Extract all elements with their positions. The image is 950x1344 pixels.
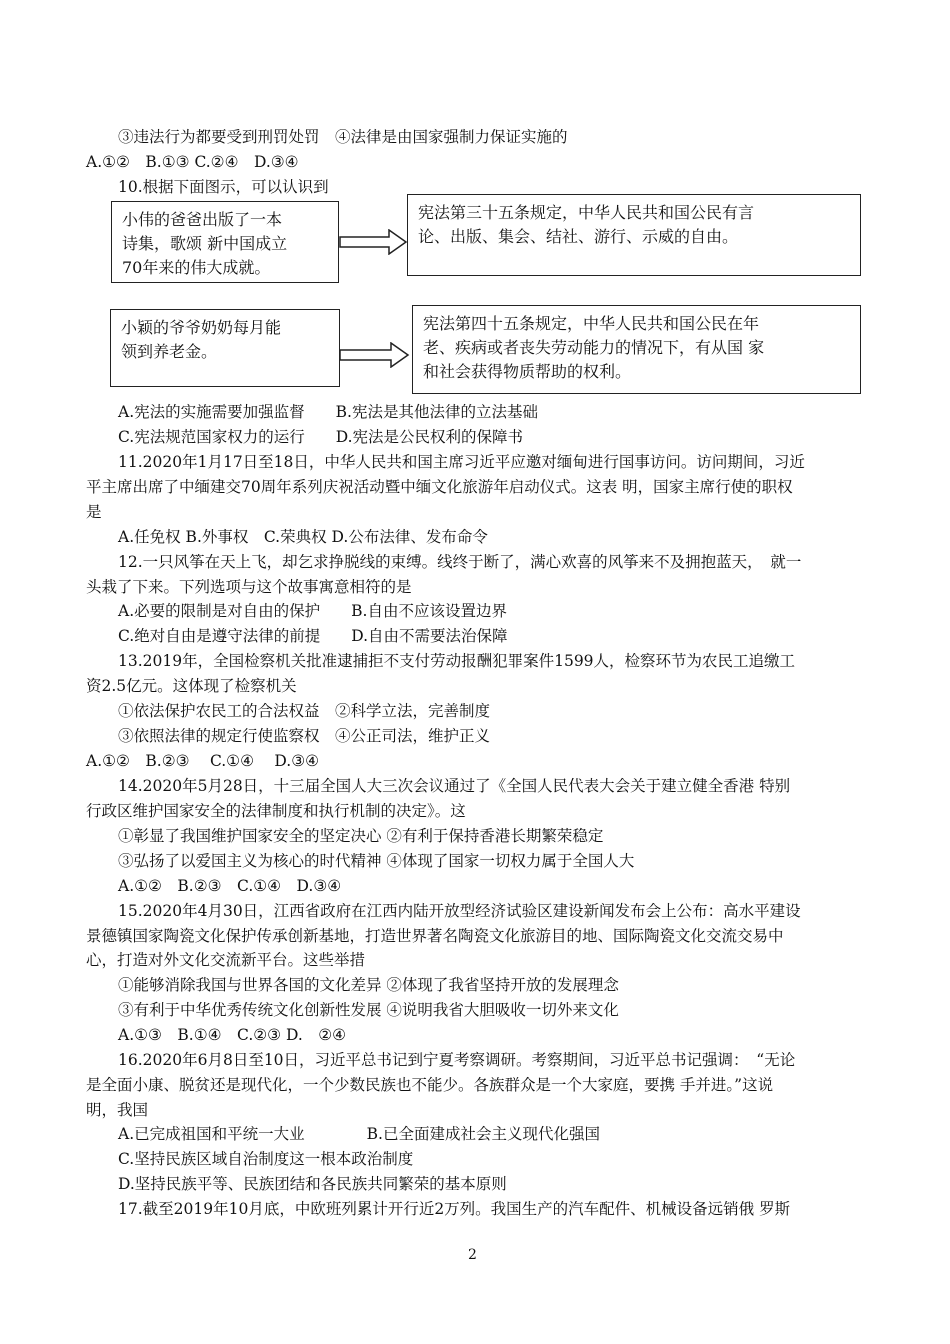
q10-case1-line2: 诗集，歌颂 新中国成立 <box>122 234 288 253</box>
q15-options-12: ①能够消除我国与世界各国的文化差异 ②体现了我省坚持开放的发展理念 <box>118 976 619 994</box>
q13-stem-line1: 13.2019年，全国检察机关批准逮捕拒不支付劳动报酬犯罪案件1599人，检察环节为农民工追缴工 <box>118 652 796 670</box>
q15-stem-line3: 心，打造对外文化交流新平台。这些举措 <box>86 951 366 969</box>
q16-stem-line2: 是全面小康、脱贫还是现代化，一个少数民族也不能少。各族群众是一个大家庭，要携 手并进。”这说 <box>86 1076 774 1094</box>
q12-stem-line2: 头栽了下来。下列选项与这个故事寓意相符的是 <box>86 578 412 596</box>
q10-law1-box <box>407 194 861 276</box>
q11-stem-line3: 是 <box>86 503 102 521</box>
q16-stem-line1: 16.2020年6月8日至10日，习近平总书记到宁夏考察调研。考察期间，习近平总书记强调： “无论 <box>118 1051 796 1069</box>
q11-stem-line1: 11.2020年1月17日至18日，中华人民共和国主席习近平应邀对缅甸进行国事访问。访问期间，习近 <box>118 453 805 471</box>
q10-law1-line1: 宪法第三十五条规定，中华人民共和国公民有言 <box>418 203 755 222</box>
q10-case2-line1: 小颖的爷爷奶奶每月能 <box>121 318 282 337</box>
q14-answers: A.①② B.②③ C.①④ D.③④ <box>118 877 342 895</box>
q13-answers: A.①② B.②③ C.①④ D.③④ <box>86 752 319 770</box>
q16-option-d: D.坚持民族平等、民族团结和各民族共同繁荣的基本原则 <box>118 1175 507 1193</box>
q14-options-34: ③弘扬了以爱国主义为核心的时代精神 ④体现了国家一切权力属于全国人大 <box>118 852 635 870</box>
q12-options-cd: C.绝对自由是遵守法律的前提 D.自由不需要法治保障 <box>118 627 508 645</box>
q16-options-ab: A.已完成祖国和平统一大业 B.已全面建成社会主义现代化强国 <box>118 1125 600 1143</box>
q13-options-34: ③依照法律的规定行使监察权 ④公正司法，维护正义 <box>118 727 491 745</box>
q10-law2-line1: 宪法第四十五条规定，中华人民共和国公民在年 <box>423 314 760 333</box>
q10-stem: 10.根据下面图示，可以认识到 <box>118 178 329 196</box>
q10-law2-line2: 老、疾病或者丧失劳动能力的情况下，有从国 家 <box>423 338 765 357</box>
q13-options-12: ①依法保护农民工的合法权益 ②科学立法，完善制度 <box>118 702 491 720</box>
q11-stem-line2: 平主席出席了中缅建交70周年系列庆祝活动暨中缅文化旅游年启动仪式。这表 明，国家主席行使的职权 <box>86 478 793 496</box>
q17-stem-line1: 17.截至2019年10月底，中欧班列累计开行近2万列。我国生产的汽车配件、机械设备远销俄 罗斯 <box>118 1200 791 1218</box>
q10-law2-line3: 和社会获得物质帮助的权利。 <box>423 362 632 381</box>
q15-stem-line1: 15.2020年4月30日，江西省政府在江西内陆开放型经济试验区建设新闻发布会上公布：高水平建设 <box>118 902 801 920</box>
q9-option-line: ③违法行为都要受到刑罚处罚 ④法律是由国家强制力保证实施的 <box>118 128 568 146</box>
q10-case2-box <box>110 309 340 387</box>
q9-answers: A.①② B.①③ C.②④ D.③④ <box>86 153 299 171</box>
q14-options-12: ①彰显了我国维护国家安全的坚定决心 ②有利于保持香港长期繁荣稳定 <box>118 827 604 845</box>
q10-law2-box <box>412 305 861 394</box>
q10-arrow-1 <box>339 229 409 255</box>
q10-case1-line1: 小伟的爸爸出版了一本 <box>122 210 283 229</box>
q11-options: A.任免权 B.外事权 C.荣典权 D.公布法律、发布命令 <box>118 528 488 546</box>
q15-stem-line2: 景德镇国家陶瓷文化保护传承创新基地，打造世界著名陶瓷文化旅游目的地、国际陶瓷文化交流交易中 <box>86 927 784 945</box>
q12-options-ab: A.必要的限制是对自由的保护 B.自由不应该设置边界 <box>118 602 507 620</box>
q10-case2-line2: 领到养老金。 <box>121 342 218 361</box>
q16-option-c: C.坚持民族区域自治制度这一根本政治制度 <box>118 1150 414 1168</box>
q16-stem-line3: 明，我国 <box>86 1101 149 1119</box>
q15-options-34: ③有利于中华优秀传统文化创新性发展 ④说明我省大胆吸收一切外来文化 <box>118 1001 619 1019</box>
q10-arrow-2 <box>339 342 411 368</box>
q10-law1-line2: 论、出版、集会、结社、游行、示威的自由。 <box>418 227 739 246</box>
page-number: 2 <box>468 1247 477 1263</box>
q12-stem-line1: 12.一只风筝在天上飞，却乞求挣脱线的束缚。线终于断了，满心欢喜的风筝来不及拥抱蓝天， 就一 <box>118 553 802 571</box>
q10-options-ab: A.宪法的实施需要加强监督 B.宪法是其他法律的立法基础 <box>118 403 538 421</box>
q14-stem-line2: 行政区维护国家安全的法律制度和执行机制的决定》。这 <box>86 802 466 820</box>
q10-options-cd: C.宪法规范国家权力的运行 D.宪法是公民权利的保障书 <box>118 428 524 446</box>
q10-case1-box <box>111 201 339 283</box>
q15-answers: A.①③ B.①④ C.②③ D. ②④ <box>118 1026 347 1044</box>
q10-case1-line3: 70年来的伟大成就。 <box>122 258 271 277</box>
q13-stem-line2: 资2.5亿元。这体现了检察机关 <box>86 677 297 695</box>
q14-stem-line1: 14.2020年5月28日，十三届全国人大三次会议通过了《全国人民代表大会关于建立健全香港 特别 <box>118 777 791 795</box>
